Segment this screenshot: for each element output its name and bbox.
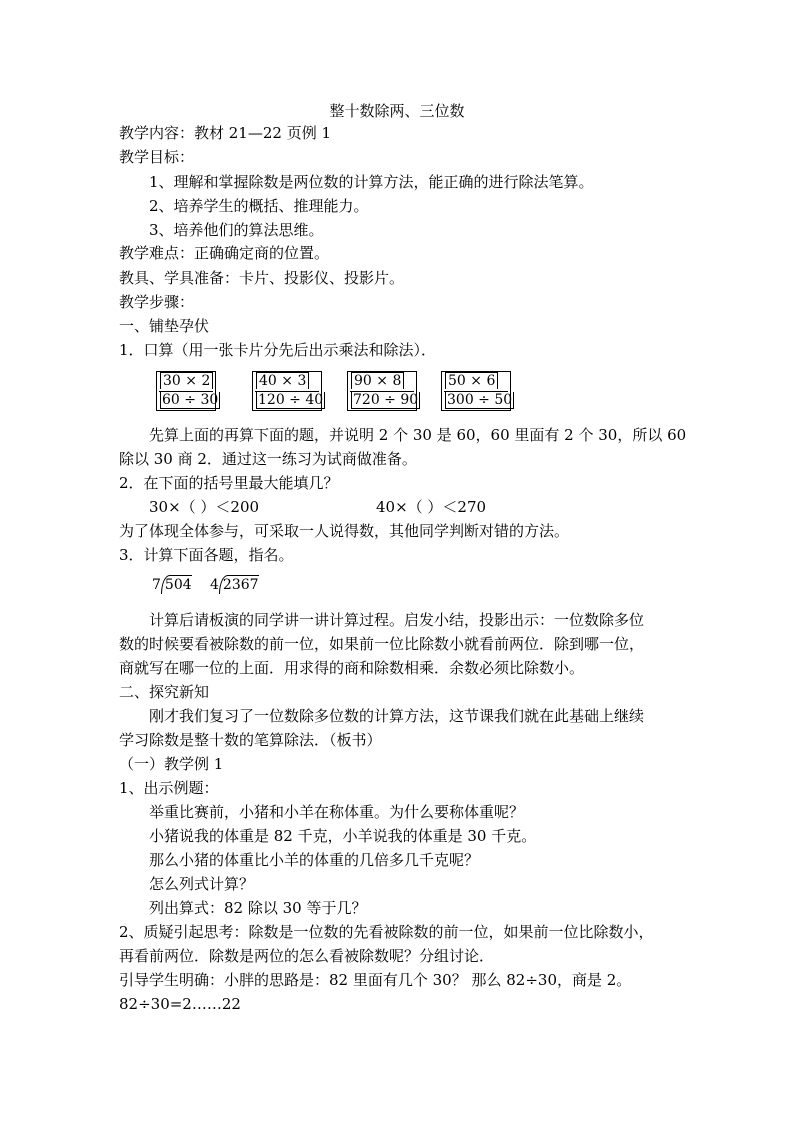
flash-cards (156, 371, 556, 411)
step-4-equation: 82÷30=2……22 (119, 995, 241, 1013)
paragraph-1a: 先算上面的再算下面的题，并说明 2 个 30 是 60，60 里面有 2 个 30，所以 60 (149, 426, 687, 444)
item-3: 3．计算下面各题，指名。 (119, 546, 294, 564)
long-division (210, 575, 259, 594)
section-1-heading: 一、铺垫孕伏 (119, 317, 210, 335)
card-top: 30 × 2 (160, 372, 213, 389)
card-top: 90 × 8 (351, 372, 404, 389)
flash-card (252, 371, 322, 411)
flash-card (441, 371, 511, 411)
paragraph-4b: 学习除数是整十数的笔算除法．（板书） (119, 731, 382, 749)
card-bottom: 720 ÷ 90 (353, 392, 419, 408)
goal-2: 2、培养学生的概括、推理能力。 (149, 197, 369, 215)
long-division (152, 575, 192, 594)
paragraph-4a: 刚才我们复习了一位数除多位数的计算方法，这节课我们就在此基础上继续 (149, 707, 645, 725)
item-1: 1．口算（用一张卡片分先后出示乘法和除法）． (119, 341, 437, 359)
teaching-content: 教学内容：教材 21—22 页例 1 (119, 124, 332, 142)
example-line-4: 怎么列式计算？ (149, 875, 255, 893)
example-line-2: 小猪说我的体重是 82 千克，小羊说我的体重是 30 千克。 (149, 827, 537, 845)
flash-card (156, 371, 219, 411)
step-1: 1、出示例题： (119, 779, 219, 797)
paragraph-2: 为了体现全体参与，可采取一人说得数，其他同学判断对错的方法。 (119, 522, 570, 540)
goal-3: 3、培养他们的算法思维。 (149, 221, 324, 239)
dividend: 504 (161, 575, 192, 594)
card-bottom: 300 ÷ 50 (447, 392, 513, 408)
subsection-1: （一）教学例 1 (119, 755, 224, 773)
flash-card (347, 371, 417, 411)
goal-1: 1、理解和掌握除数是两位数的计算方法，能正确的进行除法笔算。 (149, 173, 594, 191)
divisor: 4 (210, 577, 219, 593)
card-bottom: 60 ÷ 30 (162, 392, 219, 408)
step-2a: 2、质疑引起思考：除数是一位数的先看被除数的前一位，如果前一位比除数小， (119, 923, 654, 941)
example-line-5: 列出算式：82 除以 30 等于几？ (149, 899, 367, 917)
section-2-heading: 二、探究新知 (119, 683, 210, 701)
goals-label: 教学目标： (119, 148, 195, 166)
example-line-1: 举重比赛前，小猪和小羊在称体重。为什么要称体重呢？ (149, 803, 525, 821)
paragraph-1b: 除以 30 商 2．通过这一练习为试商做准备。 (119, 450, 417, 468)
example-line-3: 那么小猪的体重比小羊的体重的几倍多几千克呢？ (149, 851, 480, 869)
step-2b: 再看前两位．除数是两位的怎么看被除数呢？分组讨论． (119, 947, 495, 965)
blank-exercise-2: 40×（ ）＜270 (376, 498, 487, 516)
paragraph-3a: 计算后请板演的同学讲一讲计算过程。启发小结，投影出示：一位数除多位 (149, 611, 645, 629)
paragraph-3b: 数的时候要看被除数的前一位，如果前一位比除数小就看前两位．除到哪一位， (119, 635, 645, 653)
paragraph-3c: 商就写在哪一位的上面．用求得的商和除数相乘．余数必须比除数小。 (119, 659, 585, 677)
document-title: 整十数除两、三位数 (329, 102, 465, 120)
divisor: 7 (152, 577, 161, 593)
teaching-prep: 教具、学具准备：卡片、投影仪、投影片。 (119, 269, 405, 287)
card-top: 40 × 3 (256, 372, 309, 389)
item-2: 2．在下面的括号里最大能填几？ (119, 474, 339, 492)
card-top: 50 × 6 (445, 372, 498, 389)
teaching-difficulty: 教学难点：正确确定商的位置。 (119, 244, 330, 262)
step-3: 引导学生明确：小胖的思路是：82 里面有几个 30？ 那么 82÷30，商是 2。 (119, 971, 632, 989)
blank-exercise-1: 30×（ ）＜200 (149, 498, 260, 516)
card-bottom: 120 ÷ 40 (258, 392, 324, 408)
teaching-steps: 教学步骤： (119, 293, 195, 311)
dividend: 2367 (219, 575, 259, 594)
